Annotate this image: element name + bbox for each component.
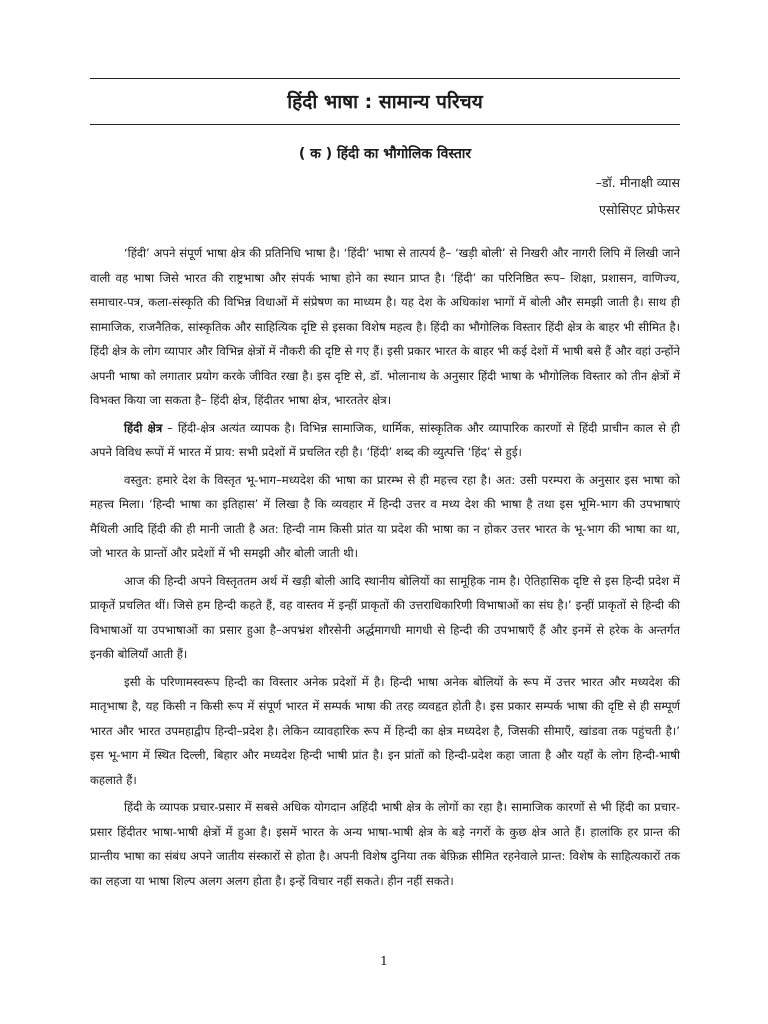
- paragraph-text: वस्तुत: हमारे देश के विस्तृत भू-भाग–मध्यदेश की भाषा का प्रारम्भ से ही महत्त्व रहा है। अत: उसी परम्परा के अनुसार इस भाषा को महत्त्व मिला। ‘हिन्दी भाषा का इतिहास’ में लिखा है कि व्यवहार में हिन्दी उत्तर व मध्य देश की भाषा है तथा इस भूमि-भाग की उपभाषाएं मैथिली आदि हिंदी की ही मानी जाती है अत: हिन्दी नाम किसी प्रांत या प्रदेश की भाषा का न होकर उत्तर भारत के भू-भाग की भाषा का था, जो भारत के प्रान्तों और प्रदेशों में भी समझी और बोली जाती थी।: [90, 472, 680, 560]
- title-rule: [90, 124, 680, 125]
- paragraph: [90, 241, 680, 413]
- paragraph-lead: हिंदी क्षेत्र: [124, 420, 163, 435]
- page-number: 1: [380, 953, 388, 968]
- paragraph: [90, 670, 680, 793]
- paragraph-text: ‘हिंदी’ अपने संपूर्ण भाषा क्षेत्र की प्रतिनिधि भाषा है। ‘हिंदी’ भाषा से तात्पर्य है– ‘खड़ी बोली’ से निखरी और नागरी लिपि में लिखी जाने वाली वह भाषा जिसे भारत की राष्ट्रभाषा और संपर्क भाषा होने का स्थान प्राप्त है। ‘हिंदी’ का परिनिष्ठित रूप– शिक्षा, प्रशासन, वाणिज्य, समाचार-पत्र, कला-संस्कृति की विभिन्न विधाओं में संप्रेषण का माध्यम है। यह देश के अधिकांश भागों में बोली और समझी जाती है। साथ ही सामाजिक, राजनैतिक, सांस्कृतिक और साहित्यिक दृष्टि से इसका विशेष महत्व है। हिंदी का भौगोलिक विस्तार हिंदी क्षेत्र के बाहर भी सीमित है। हिंदी क्षेत्र के लोग व्यापार और विभिन्न क्षेत्रों में नौकरी की दृष्टि से गए हैं। इसी प्रकार भारत के बाहर भी कई देशों में भाषी बसे हैं और वहां उन्होंने अपनी भाषा को लगातार प्रयोग करके जीवित रखा है। इस दृष्टि से, डॉ. भोलानाथ के अनुसार हिंदी भाषा के भौगोलिक विस्तार को तीन क्षेत्रों में विभक्त किया जा सकता है– हिंदी क्षेत्र, हिंदीतर भाषा क्षेत्र, भारततेर क्षेत्र।: [90, 246, 680, 407]
- author-block: [90, 169, 680, 223]
- paragraph: [90, 795, 680, 893]
- section-title: ( क ) हिंदी का भौगोलिक विस्तार: [298, 146, 472, 162]
- paragraph-text: इसी के परिणामस्वरूप हिन्दी का विस्तार अनेक प्रदेशों में है। हिन्दी भाषा अनेक बोलियों के रूप में उत्तर भारत और मध्यदेश की मातृभाषा है, यह किसी न किसी रूप में संपूर्ण भारत में सम्पर्क भाषा की तरह व्यवहृत होती है। इस प्रकार सम्पर्क भाषा की दृष्टि से ही सम्पूर्ण भारत और भारत उपमहाद्वीप हिन्दी–प्रदेश है। लेकिन व्यावहारिक रूप में हिन्दी का क्षेत्र मध्यदेश है, जिसकी सीमाएँ, खांडवा तक पहुंचती है।’ इस भू-भाग में स्थित दिल्ली, बिहार और मध्यदेश हिन्दी भाषी प्रांत है। इन प्रांतों को हिन्दी-प्रदेश कहा जाता है और यहाँ के लोग हिन्दी-भाषी कहलाते हैं।: [90, 674, 680, 787]
- paragraph-text: हिंदी के व्यापक प्रचार-प्रसार में सबसे अधिक योगदान अहिंदी भाषी क्षेत्र के लोगों का रहा है। सामाजिक कारणों से भी हिंदी का प्रचार-प्रसार हिंदीतर भाषा-भाषी क्षेत्रों में हुआ है। इसमें भारत के अन्य भाषा-भाषी क्षेत्र के बड़े नगरों के कुछ क्षेत्र आते हैं। हालांकि हर प्रान्त की प्रान्तीय भाषा का संबंध अपने जातीय संस्कारों से होता है। अपनी विशेष दुनिया तक बेफ़िक्र सीमित रहनेवाले प्रान्त: विशेष के साहित्यकारों तक का लहजा या भाषा शिल्प अलग अलग होता है। इन्हें विचार नहीं सकते। हीन नहीं सकते।: [90, 800, 680, 888]
- body-text: [90, 241, 680, 893]
- author-designation: एसोसिएट प्रोफेसर: [598, 202, 680, 217]
- paragraph: [90, 569, 680, 667]
- author-name: –डॉ. मीनाक्षी व्यास: [595, 175, 680, 190]
- document-page: [90, 78, 680, 896]
- paragraph-text: आज की हिन्दी अपने विस्तृततम अर्थ में खड़ी बोली आदि स्थानीय बोलियों का सामूहिक नाम है। ऐतिहासिक दृष्टि से इस हिन्दी प्रदेश में प्राकृतें प्रचलित थीं। जिसे हम हिन्दी कहते हैं, वह वास्तव में इन्हीं प्राकृतों की उत्तराधिकारिणी विभाषाओं का संघ है।’ इन्हीं प्राकृतों से हिन्दी की विभाषाओं या उपभाषाओं का प्रसार हुआ है–अपभ्रंश शौरसेनी अर्द्धमागधी मागधी से हिन्दी की उपभाषाएँ हैं और इनमें से हरेक के अन्तर्गत इनकी बोलियाँ आती हैं।: [90, 573, 680, 661]
- top-rule: [90, 78, 680, 79]
- page-title: हिंदी भाषा : सामान्य परिचय: [287, 91, 483, 113]
- paragraph-text: – हिंदी-क्षेत्र अत्यंत व्यापक है। विभिन्न सामाजिक, धार्मिक, सांस्कृतिक और व्यापारिक कारणों से हिंदी प्राचीन काल से ही अपने विविध रूपों में भारत में प्राय: सभी प्रदेशों में प्रचलित रही है। ‘हिंदी’ शब्द की व्युत्पत्ति ‘हिंद’ से हुई।: [90, 420, 681, 459]
- paragraph: [90, 468, 680, 566]
- paragraph: [90, 416, 680, 465]
